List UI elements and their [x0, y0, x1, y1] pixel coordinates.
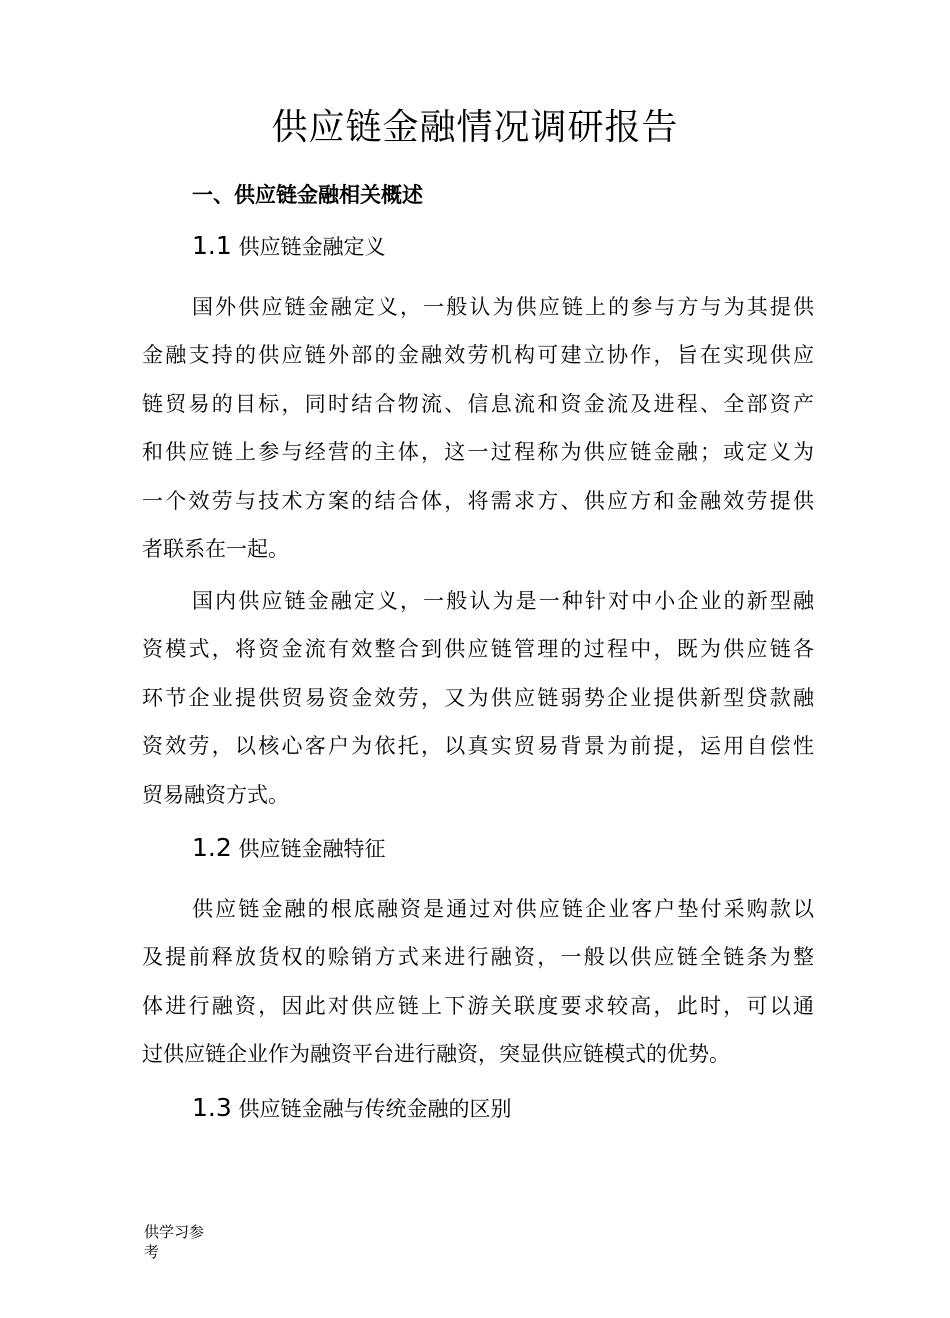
paragraph-line: 国外供应链金融定义，一般认为供应链上的参与方与为其提供: [192, 295, 814, 319]
paragraph-line: 资效劳，以核心客户为依托，以真实贸易背景为前提，运用自偿性: [142, 734, 814, 759]
paragraph-line: 国内供应链金融定义，一般认为是一种针对中小企业的新型融: [192, 589, 814, 613]
subsection-number: 1.2: [192, 833, 232, 862]
footer-note: 供学习参 考: [144, 1223, 205, 1261]
paragraph-domestic-definition: [142, 577, 814, 819]
paragraph-line: 一个效劳与技术方案的结合体，将需求方、供应方和金融效劳提供: [142, 488, 814, 513]
subsection-label: 供应链金融特征: [238, 837, 386, 861]
subsection-number: 1.1: [192, 231, 232, 260]
subsection-heading-1-1: [192, 231, 385, 262]
paragraph-foreign-definition: [142, 283, 814, 573]
paragraph-line: 链贸易的目标，同时结合物流、信息流和资金流及进程、全部资产: [142, 391, 814, 416]
subsection-label: 供应链金融定义: [238, 235, 386, 259]
paragraph-line: 体进行融资，因此对供应链上下游关联度要求较高，此时，可以通: [142, 993, 814, 1018]
paragraph-line: 金融支持的供应链外部的金融效劳机构可建立协作，旨在实现供应: [142, 343, 814, 368]
subsection-number: 1.3: [192, 1093, 232, 1122]
subsection-heading-1-2: [192, 833, 385, 864]
paragraph-line: 及提前释放货权的赊销方式来进行融资，一般以供应链全链条为整: [142, 945, 814, 970]
paragraph-line: 和供应链上参与经营的主体，这一过程称为供应链金融；或定义为: [142, 440, 814, 465]
paragraph-line: 资模式，将资金流有效整合到供应链管理的过程中，既为供应链各: [142, 637, 814, 662]
paragraph-line: 环节企业提供贸易资金效劳，又为供应链弱势企业提供新型贷款融: [142, 685, 814, 710]
subsection-heading-1-3: [192, 1093, 511, 1124]
paragraph-line: 贸易融资方式。: [142, 782, 289, 807]
paragraph-characteristics: [142, 885, 814, 1079]
document-title: 供应链金融情况调研报告: [271, 107, 679, 148]
subsection-label: 供应链金融与传统金融的区别: [238, 1097, 512, 1121]
paragraph-line: 过供应链企业作为融资平台进行融资，突显供应链模式的优势。: [142, 1042, 730, 1067]
paragraph-line: 供应链金融的根底融资是通过对供应链企业客户垫付采购款以: [192, 897, 814, 921]
section-heading-1: 一、供应链金融相关概述: [192, 183, 423, 207]
paragraph-line: 者联系在一起。: [142, 536, 289, 561]
